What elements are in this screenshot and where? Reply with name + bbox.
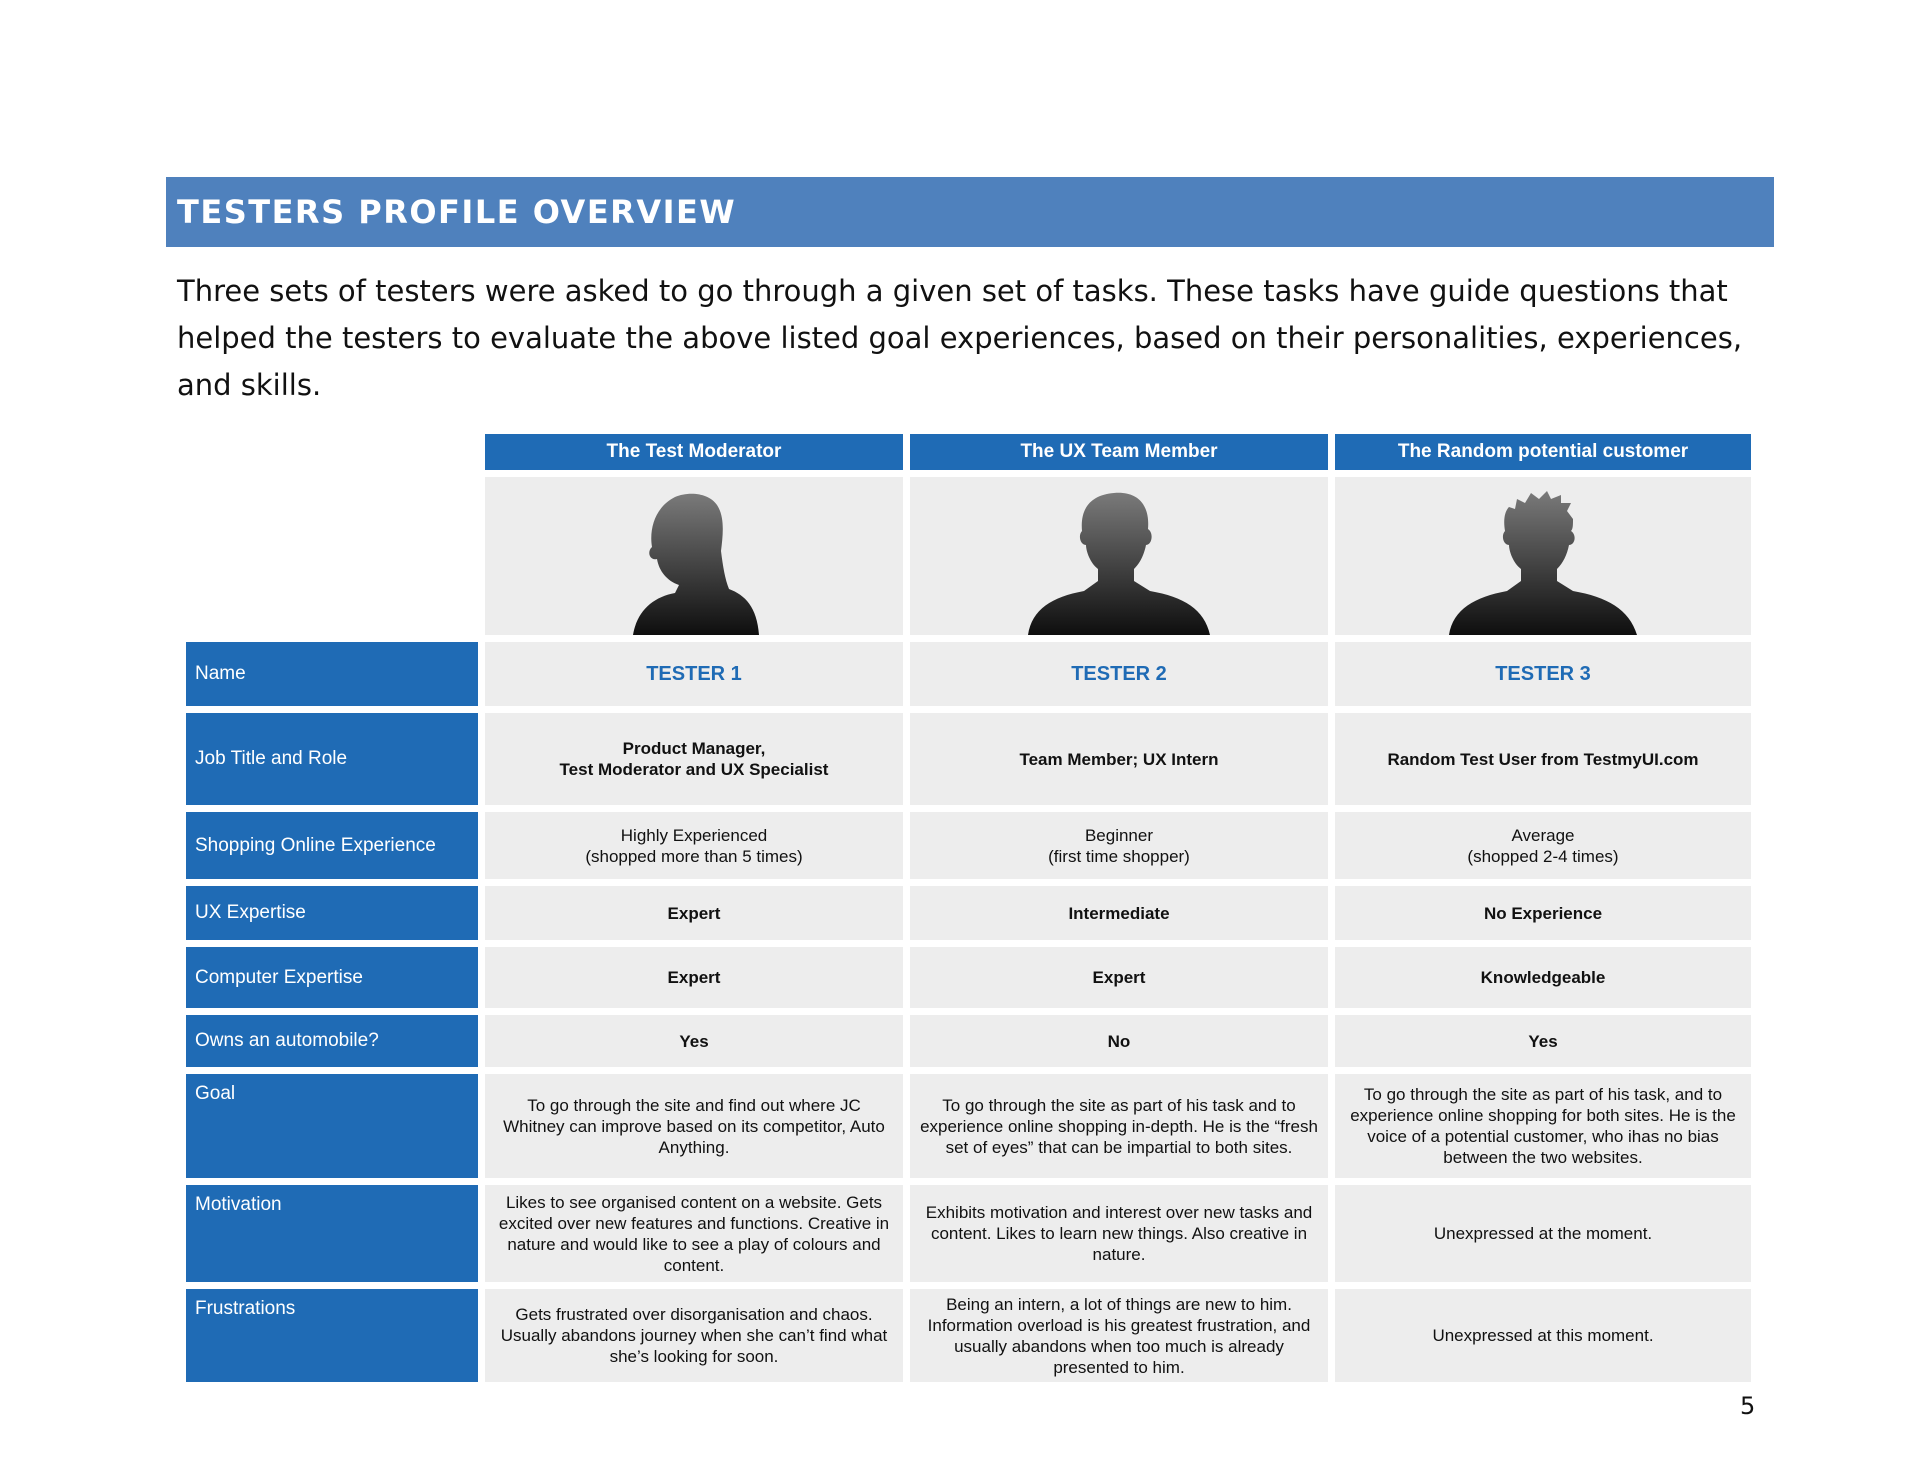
- cell-automobile-tester-2: No: [910, 1015, 1328, 1067]
- cell-ux-expertise-tester-2: Intermediate: [910, 886, 1328, 940]
- row-label-computer-expertise: Computer Expertise: [186, 947, 478, 1008]
- cell-name-tester-3: TESTER 3: [1335, 642, 1751, 706]
- cell-ux-expertise-tester-1: Expert: [485, 886, 903, 940]
- cell-frustrations-tester-3: Unexpressed at this moment.: [1335, 1289, 1751, 1382]
- female-silhouette-icon: [619, 489, 769, 635]
- intro-paragraph: Three sets of testers were asked to go through a given set of tasks. These tasks have guide questions that helped the testers to evaluate the above listed goal experiences, based on their personalities, experiences, and skills.: [177, 274, 1743, 402]
- avatar-cell-tester-2: [910, 477, 1328, 635]
- row-label-job-title: Job Title and Role: [186, 713, 478, 805]
- cell-motivation-tester-2: Exhibits motivation and interest over new tasks and content. Likes to learn new things. Also creative in nature.: [910, 1185, 1328, 1282]
- section-banner: [166, 177, 1774, 247]
- cell-name-tester-2: TESTER 2: [910, 642, 1328, 706]
- table-corner-empty: [186, 434, 478, 470]
- row-label-shopping-experience: Shopping Online Experience: [186, 812, 478, 879]
- cell-shopping-tester-3: Average (shopped 2-4 times): [1335, 812, 1751, 879]
- cell-job-title-tester-2: Team Member; UX Intern: [910, 713, 1328, 805]
- cell-name-tester-1: TESTER 1: [485, 642, 903, 706]
- male-silhouette-icon: [1024, 489, 1214, 635]
- cell-job-title-tester-1: Product Manager, Test Moderator and UX Specialist: [485, 713, 903, 805]
- row-label-motivation: Motivation: [186, 1185, 478, 1282]
- cell-ux-expertise-tester-3: No Experience: [1335, 886, 1751, 940]
- section-title: TESTERS PROFILE OVERVIEW: [177, 193, 737, 231]
- male-spiky-hair-silhouette-icon: [1445, 489, 1641, 635]
- row-label-goal: Goal: [186, 1074, 478, 1178]
- cell-job-title-tester-3: Random Test User from TestmyUI.com: [1335, 713, 1751, 805]
- column-header-test-moderator: The Test Moderator: [485, 434, 903, 470]
- cell-goal-tester-2: To go through the site as part of his task and to experience online shopping in-depth. He is the “fresh set of eyes” that can be impartial to both sites.: [910, 1074, 1328, 1178]
- avatar-cell-tester-1: [485, 477, 903, 635]
- cell-computer-expertise-tester-1: Expert: [485, 947, 903, 1008]
- column-header-random-customer: The Random potential customer: [1335, 434, 1751, 470]
- cell-shopping-tester-2: Beginner (first time shopper): [910, 812, 1328, 879]
- page-number: 5: [1740, 1392, 1756, 1420]
- cell-frustrations-tester-2: Being an intern, a lot of things are new to him. Information overload is his greatest frustration, and usually abandons when too much is already presented to him.: [910, 1289, 1328, 1382]
- cell-computer-expertise-tester-3: Knowledgeable: [1335, 947, 1751, 1008]
- row-label-ux-expertise: UX Expertise: [186, 886, 478, 940]
- avatar-cell-tester-3: [1335, 477, 1751, 635]
- cell-computer-expertise-tester-2: Expert: [910, 947, 1328, 1008]
- cell-goal-tester-1: To go through the site and find out where JC Whitney can improve based on its competitor, Auto Anything.: [485, 1074, 903, 1178]
- column-header-ux-team-member: The UX Team Member: [910, 434, 1328, 470]
- testers-table: [186, 434, 1751, 1382]
- cell-automobile-tester-1: Yes: [485, 1015, 903, 1067]
- row-label-name: Name: [186, 642, 478, 706]
- row-label-owns-automobile: Owns an automobile?: [186, 1015, 478, 1067]
- row-label-frustrations: Frustrations: [186, 1289, 478, 1382]
- cell-automobile-tester-3: Yes: [1335, 1015, 1751, 1067]
- cell-shopping-tester-1: Highly Experienced (shopped more than 5 times): [485, 812, 903, 879]
- cell-motivation-tester-1: Likes to see organised content on a website. Gets excited over new features and functions. Creative in nature and would like to see a play of colours and content.: [485, 1185, 903, 1282]
- avatar-row-empty: [186, 477, 478, 635]
- cell-frustrations-tester-1: Gets frustrated over disorganisation and chaos. Usually abandons journey when she can’t find what she’s looking for soon.: [485, 1289, 903, 1382]
- cell-goal-tester-3: To go through the site as part of his task, and to experience online shopping for both sites. He is the voice of a potential customer, who ihas no bias between the two websites.: [1335, 1074, 1751, 1178]
- cell-motivation-tester-3: Unexpressed at the moment.: [1335, 1185, 1751, 1282]
